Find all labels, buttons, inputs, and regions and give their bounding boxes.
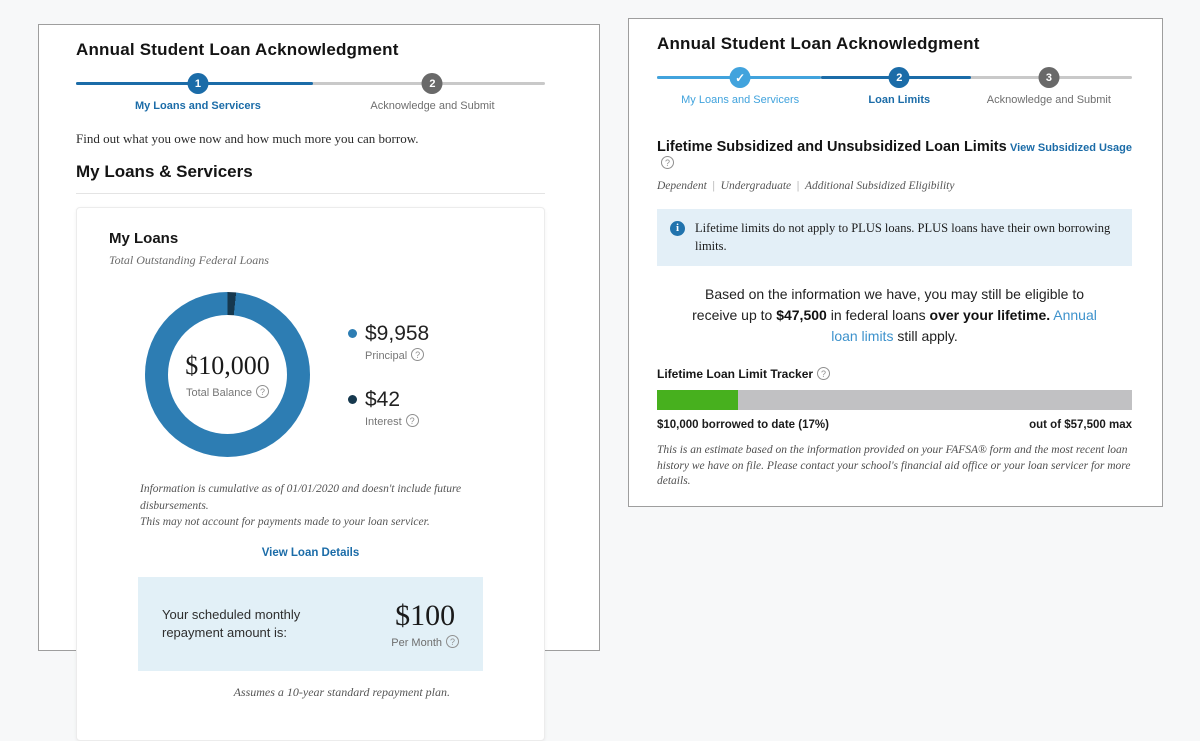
legend-item-interest bbox=[348, 388, 429, 428]
repayment-unit bbox=[391, 635, 459, 649]
donut-center bbox=[168, 315, 287, 434]
max-amount: out of $57,500 max bbox=[1029, 419, 1132, 431]
limits-header-row bbox=[657, 139, 1132, 171]
page-title: Annual Student Loan Acknowledgment bbox=[657, 34, 980, 53]
progress-stepper bbox=[657, 67, 1132, 115]
total-balance-text: Total Balance bbox=[185, 386, 253, 399]
eligibility-post: still apply. bbox=[893, 328, 958, 344]
repayment-amount: $100 bbox=[395, 599, 456, 633]
interest-dot-icon bbox=[348, 395, 357, 404]
step-1-label: My Loans and Servicers bbox=[681, 94, 800, 106]
legend-item-principal bbox=[348, 322, 429, 362]
check-icon[interactable] bbox=[730, 67, 751, 88]
repayment-box bbox=[138, 577, 483, 671]
tracker-fill bbox=[657, 390, 738, 410]
interest-label bbox=[365, 414, 429, 428]
total-balance-label bbox=[186, 385, 269, 399]
donut-legend bbox=[348, 322, 429, 428]
help-icon[interactable] bbox=[406, 414, 419, 427]
eligibility-pre: Based on the information we have, you may still be eligible to receive up to bbox=[692, 286, 1084, 323]
fine-print-line-2: This may not account for payments made to your loan servicer. bbox=[140, 516, 430, 529]
step-2-label: Acknowledge and Submit bbox=[370, 100, 495, 112]
step-1-circle[interactable]: 1 bbox=[187, 73, 208, 94]
tracker-label bbox=[657, 367, 1132, 381]
principal-value: $9,958 bbox=[365, 321, 430, 345]
view-loan-details-wrap bbox=[109, 543, 512, 561]
progress-stepper bbox=[76, 73, 545, 121]
eligibility-bold: over your lifetime. bbox=[929, 307, 1051, 323]
donut-ring bbox=[145, 292, 310, 457]
step-2-label: Loan Limits bbox=[868, 94, 931, 106]
help-icon[interactable] bbox=[411, 348, 424, 361]
step-2-circle[interactable]: 2 bbox=[889, 67, 910, 88]
my-loans-card bbox=[76, 207, 545, 741]
fine-print-line-1: Information is cumulative as of 01/01/2020 and doesn't include future disbursements. bbox=[140, 483, 462, 512]
step-3-label: Acknowledge and Submit bbox=[986, 94, 1111, 106]
total-balance-value: $10,000 bbox=[185, 350, 270, 380]
principal-label bbox=[365, 348, 429, 362]
repayment-label: Your scheduled monthly repayment amount is: bbox=[162, 607, 301, 641]
plus-loans-note: Lifetime limits do not apply to PLUS loans. PLUS loans have their own borrowing limits. bbox=[695, 221, 1111, 253]
eligibility-mid: in federal loans bbox=[826, 307, 930, 323]
page-title: Annual Student Loan Acknowledgment bbox=[76, 40, 399, 59]
view-loan-details-link[interactable]: View Loan Details bbox=[261, 547, 360, 560]
info-icon bbox=[670, 221, 685, 236]
plus-loans-info-box bbox=[657, 209, 1132, 266]
section-title: My Loans & Servicers bbox=[76, 162, 545, 194]
help-icon[interactable] bbox=[446, 635, 459, 648]
help-icon[interactable] bbox=[661, 156, 674, 169]
tracker-label-text: Lifetime Loan Limit Tracker bbox=[657, 367, 814, 381]
tag-additional-subsidized-eligibility: | Additional Subsidized Eligibility bbox=[791, 180, 954, 192]
lifetime-limit-tracker-bar bbox=[657, 390, 1132, 410]
limits-heading bbox=[657, 139, 1010, 171]
annual-loan-limits-link[interactable]: Annual loan limits bbox=[831, 307, 1097, 344]
repayment-amount-wrap bbox=[391, 599, 459, 649]
cumulative-fine-print bbox=[140, 481, 484, 531]
help-icon[interactable] bbox=[817, 367, 830, 380]
interest-value: $42 bbox=[365, 387, 401, 411]
help-icon[interactable] bbox=[256, 385, 269, 398]
per-month-text: Per Month bbox=[391, 637, 442, 650]
card-title: My Loans bbox=[109, 230, 179, 247]
borrower-tags bbox=[657, 180, 1132, 192]
tag-dependent: Dependent bbox=[657, 180, 707, 192]
estimate-disclaimer: This is an estimate based on the information provided on your FAFSA® form and the most recent loan history we have on file. Please contact your school's financial aid office or your loan servicer for more details. bbox=[657, 444, 1131, 488]
card-subtitle: Total Outstanding Federal Loans bbox=[109, 253, 269, 267]
limits-heading-text: Lifetime Subsidized and Unsubsidized Loan Limits bbox=[657, 139, 1007, 155]
panel-loans-servicers bbox=[38, 24, 600, 700]
principal-text: Principal bbox=[365, 349, 408, 362]
eligibility-amount: $47,500 bbox=[776, 307, 827, 323]
intro-text: Find out what you owe now and how much more you can borrow. bbox=[76, 131, 419, 146]
panel-loan-limits bbox=[628, 18, 1163, 507]
step-2-circle[interactable]: 2 bbox=[422, 73, 443, 94]
tag-undergraduate: | Undergraduate bbox=[707, 180, 791, 192]
repayment-assumption: Assumes a 10-year standard repayment plan. bbox=[233, 685, 450, 700]
interest-text: Interest bbox=[365, 415, 402, 428]
tracker-caption-row bbox=[657, 419, 1132, 431]
loan-donut-chart bbox=[109, 292, 512, 457]
step-3-circle[interactable]: 3 bbox=[1038, 67, 1059, 88]
borrowed-to-date: $10,000 borrowed to date (17%) bbox=[657, 419, 829, 431]
step-1-label: My Loans and Servicers bbox=[134, 100, 261, 112]
principal-dot-icon bbox=[348, 329, 357, 338]
view-subsidized-usage-link[interactable]: View Subsidized Usage bbox=[1009, 142, 1132, 154]
eligibility-statement bbox=[685, 284, 1105, 347]
